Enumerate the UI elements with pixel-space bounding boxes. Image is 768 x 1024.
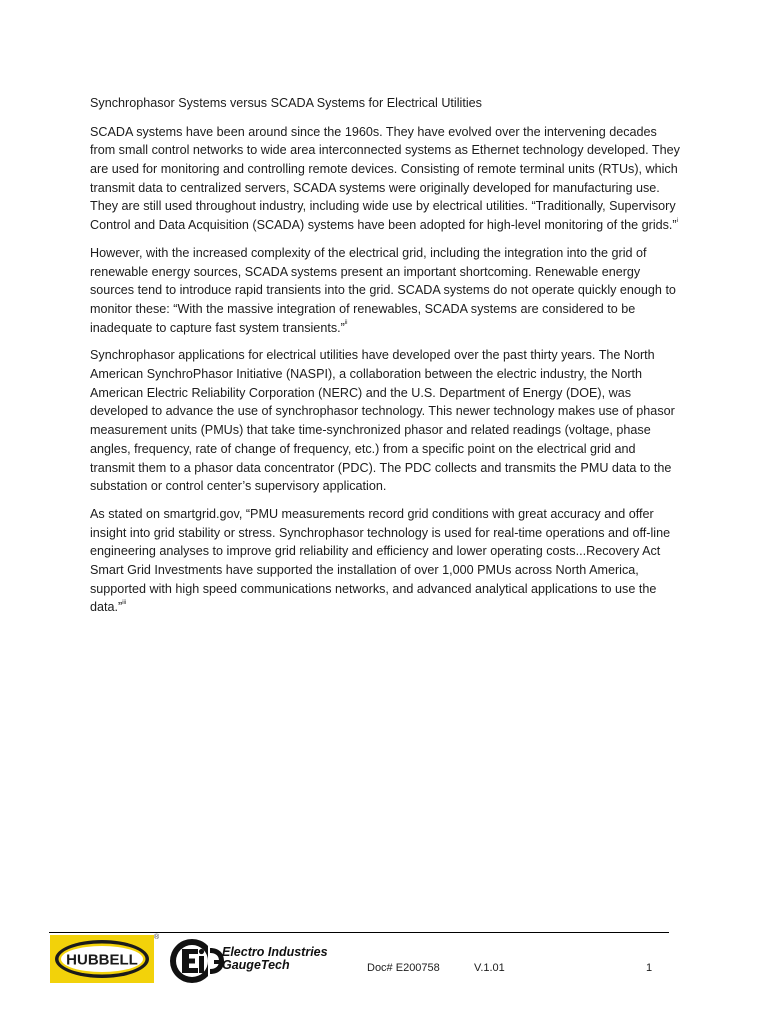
hubbell-logo: [50, 935, 154, 983]
endnote-marker: ii: [344, 320, 348, 327]
eig-logo-wordmark: [222, 946, 328, 972]
registered-mark: ®: [154, 934, 160, 941]
paragraph-text: Synchrophasor applications for electrical utilities have developed over the past thirty years. The North American SynchroPhasor Initiative (NASPI), a collaboration between the electric industry, the North American Electric Reliability Corporation (NERC) and the U.S. Department of Energy (DOE), was developed to advance the use of synchrophasor technology. This newer technology makes use of phasor measurement units (PMUs) that take time-synchronized phasor and related readings (voltage, phase angles, frequency, rate of change of frequency, etc.) from a specific point on the electrical grid and transmit them to a phasor data concentrator (PDC). The PDC collects and transmits the PMU data to the substation or control center’s supervisory application.: [90, 348, 675, 494]
paragraph-text: As stated on smartgrid.gov, “PMU measurements record grid conditions with great accuracy and offer insight into grid stability or stress. Synchrophasor technology is used for real-time operations and off-line engineering analyses to improve grid reliability and efficiency and lower operating costs...Recovery Act Smart Grid Investments have supported the installation of over 1,000 PMUs across North America, supported with high speed communications networks, and advanced analytical applications to use the data.”: [90, 506, 671, 615]
paragraph-scada-shortcoming: [90, 244, 680, 338]
doc-version: V.1.01: [474, 962, 505, 974]
footer-divider: [49, 932, 669, 933]
document-title: Synchrophasor Systems versus SCADA Systems for Electrical Utilities: [90, 96, 482, 110]
paragraph-scada-history: [90, 123, 680, 235]
hubbell-logo-text: HUBBELL: [66, 951, 138, 969]
eig-logo-line2: GaugeTech: [222, 958, 290, 972]
paragraph-text: SCADA systems have been around since the 1960s. They have evolved over the intervening decades from small control networks to wide area interconnected systems as Ethernet technology developed. They are used for monitoring and controlling remote devices. Consisting of remote terminal units (RTUs), which transmit data to centralized servers, SCADA systems were originally developed for manufacturing use. They are still used throughout industry, including wide use by electrical utilities. “Traditionally, Supervisory Control and Data Acquisition (SCADA) systems have been adopted for high-level monitoring of the grids.”: [90, 124, 680, 233]
document-body: [90, 94, 680, 626]
paragraph-text: However, with the increased complexity of the electrical grid, including the integration into the grid of renewable energy sources, SCADA systems present an important shortcoming. Renewable energy sources tend to introduce rapid transients into the grid. SCADA systems do not operate quickly enough to monitor these: “With the massive integration of renewables, SCADA systems are considered to be inadequate to capture fast system transients.”: [90, 245, 676, 335]
doc-number: Doc# E200758: [367, 962, 440, 974]
endnote-marker: i: [676, 217, 678, 224]
paragraph-smartgrid-quote: [90, 505, 680, 617]
paragraph-synchrophasor-applications: [90, 346, 680, 496]
page-number: 1: [646, 962, 653, 974]
endnote-marker: iii: [122, 600, 127, 607]
eig-logo-line1: Electro Industries: [222, 945, 328, 959]
